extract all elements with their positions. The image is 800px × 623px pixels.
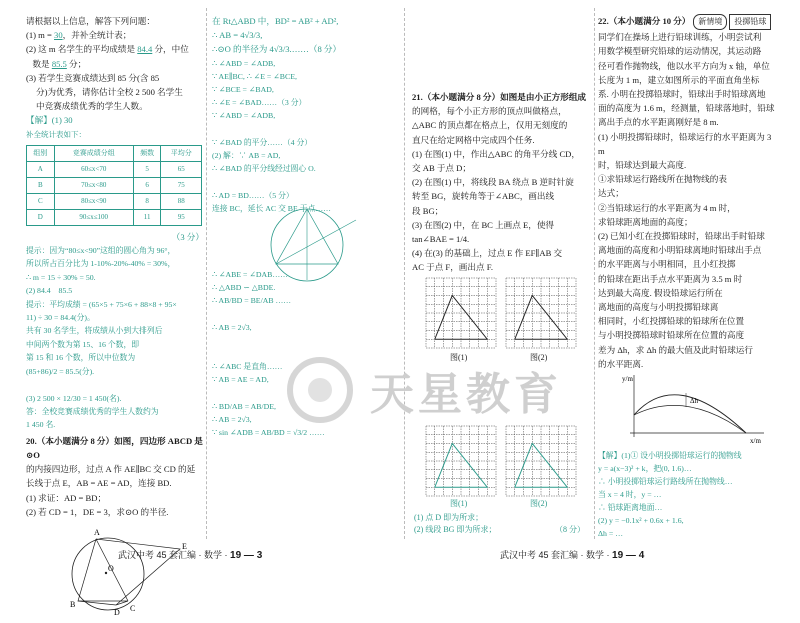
question-line: (2) 已知小红在投掷铅球时，铅球出手时铅球 <box>598 231 765 242</box>
solution-line: 当 x = 4 时，y = … <box>598 490 662 500</box>
question-line: 相同时，小红投掷铅球的铅球所在位置 <box>598 316 745 327</box>
solution-line: y = a(x−3)² + k，把(0, 1.6)… <box>598 464 692 474</box>
solution-line: ∵ sin ∠ADB = AB/BD = √3/2 …… <box>212 428 325 438</box>
solution-line <box>212 440 400 453</box>
answer-figure-2-label: 图(2) <box>530 499 548 508</box>
question-line: 离出手点的水平距离刚好是 8 m. <box>598 117 719 128</box>
frequency-table <box>26 145 202 226</box>
solution-line: ∴ △ABD ∽ △BDE. <box>212 283 276 293</box>
solution-line: ∴ 铅球距离地面… <box>598 503 663 513</box>
solution-line: ∴ m = 15 ÷ 30% = 50. <box>26 272 96 282</box>
solution-line <box>26 378 204 391</box>
solution-line: (85+86)/2 = 85.5(分). <box>26 366 95 376</box>
table-cell: C <box>27 193 55 209</box>
table-cell: 90≤x≤100 <box>54 209 133 225</box>
question-line: 差为 Δh，求 Δh 的最大值及此时铅球运行 <box>598 344 753 355</box>
answer-line: (2) 线段 BG 即为所求； <box>414 525 497 534</box>
solution-line: ∵ ∠ABD = ∠ADB, <box>212 111 276 121</box>
question-line: (3) 在图(2) 中，在 BC 上画点 E，使得 <box>412 219 555 230</box>
answer-lines <box>414 512 496 536</box>
solution-line <box>212 123 400 136</box>
question-line: 用数学模型研究铅球的运动情况，其运动路 <box>598 46 762 57</box>
solution-line: ∴ AB = 2√3, <box>212 322 252 332</box>
table-cell: 11 <box>133 209 161 225</box>
solution-line: 连接 BC，延长 AC 交 BE 于点…… <box>212 203 331 213</box>
solution-line <box>212 334 400 347</box>
solution-line: 【解】(1)① 设小明投掷铅球运行的抛物线 <box>598 451 742 461</box>
solution-line: ∴ ∠ABD = ∠ADB, <box>212 58 276 68</box>
solution-line: ∴ ∠E = ∠BAD……（3 分） <box>212 98 307 108</box>
table-row <box>27 209 202 225</box>
question-2-cont: 数是 85.5 分； <box>32 58 87 69</box>
solution-line: ∵ ∠BAD 的平分……（4 分） <box>212 137 313 147</box>
delta-h-label: Δh <box>690 397 699 406</box>
solution-line: 1 450 名. <box>26 420 56 430</box>
solution-1b: 补全统计表如下： <box>26 129 86 139</box>
question-20-title: 20.（本小题满分 8 分）如图，四边形 ABCD 是⊙O <box>26 435 203 460</box>
question-line: (1) 求证：AD = BD； <box>26 492 107 503</box>
solution-line: ∵ AE∥BC, ∴ ∠E = ∠BCE, <box>212 71 297 81</box>
solution-circle-figure <box>262 200 362 290</box>
solution-line: (3) 2 500 × 12/30 = 1 450(名). <box>26 393 122 403</box>
question-line: 的水平距离. <box>598 358 644 369</box>
question-line: AC 于点 F，画出点 F. <box>412 262 493 273</box>
question-line: 的网格，每个小正方形的顶点叫做格点， <box>412 106 567 117</box>
grid-figure-1 <box>426 278 496 348</box>
question-line: (2) 在图(1) 中，将线段 BA 绕点 B 逆时针旋 <box>412 177 574 188</box>
svg-text:E: E <box>182 541 187 551</box>
solution-line: 共有 30 名学生，将成绩从小到大排列后 <box>26 326 163 336</box>
solution-line: 第 15 和 16 个数，所以中位数为 <box>26 353 136 363</box>
svg-text:D: D <box>114 607 120 617</box>
solution-line: ∴ 小明投掷铅球运行路线所在抛物线… <box>598 477 733 487</box>
page-divider <box>404 8 405 539</box>
solution-line: ∴ AB/BD = BE/AB …… <box>212 296 292 306</box>
question-22-header: 22.（本小题满分 10 分） 新情境 投掷铅球 <box>598 14 778 30</box>
brand-logo-icon <box>280 350 360 430</box>
question-2: (2) 这 m 名学生的平均成绩是 84.4 分，中位 <box>26 44 189 55</box>
question-line: (4) 在(3) 的基础上，过点 E 作 EF∥AB 交 <box>412 248 563 259</box>
solution-line: ∴ ∠ABE = ∠DAB…… <box>212 269 288 279</box>
question-line: 长线于点 E，AB = AE = AD，连接 BD. <box>26 478 172 489</box>
question-3-cont: 中竞赛成绩优秀的学生人数。 <box>36 101 148 112</box>
question-line: 段 BG； <box>412 205 444 216</box>
solution-line: 中间两个数为第 15、16 个数，即 <box>26 339 140 349</box>
table-row <box>27 193 202 209</box>
footer-left: 武汉中考 45 套汇编 · 数学 · 19 — 3 <box>118 550 263 561</box>
table-cell: 80≤x<90 <box>54 193 133 209</box>
question-line: 面的高度为 1.6 m，经测量，铅球落地时，铅球 <box>598 103 775 114</box>
solution-line <box>212 175 400 188</box>
badge-new-context: 新情境 <box>693 14 727 30</box>
solution-line: Δh = … <box>598 529 624 539</box>
footer-right: 武汉中考 45 套汇编 · 数学 · 19 — 4 <box>500 550 645 561</box>
question-line: 交 AB 于点 D； <box>412 163 471 174</box>
question-line: 转至 BG，旋转角等于∠ABC，画出线 <box>412 191 555 202</box>
answer-line: (1) 点 D 即为所求； <box>414 513 484 522</box>
solution-block <box>26 244 204 432</box>
question-line: 的铅球在距出手点水平距离为 3.5 m 时 <box>598 273 743 284</box>
solution-line: ∴ AB = 2√3, <box>212 415 252 425</box>
solution-line: 11) ÷ 30 = 84.4(分)。 <box>26 313 95 323</box>
solution-line: (2) 解：∵ AB = AD, <box>212 151 281 161</box>
table-cell: B <box>27 177 55 193</box>
question-line: 离地面的高度和小明铅球离地时铅球出手点 <box>598 245 762 256</box>
table-cell: D <box>27 209 55 225</box>
solution-1: 【解】(1) 30 <box>26 115 73 126</box>
parabola-graph <box>618 371 768 445</box>
question-line: 离地面的高度与小明投掷铅球离 <box>598 302 719 313</box>
question-line: (2) 若 CD = 1，DE = 3，求⊙O 的半径. <box>26 506 169 517</box>
question-1: (1) m = 30，并补全统计表； <box>26 30 132 41</box>
solution-line: 所以所占百分比为 1-10%-20%-40% = 30%， <box>26 259 176 269</box>
table-cell: 95 <box>161 209 202 225</box>
table-cell: 65 <box>161 161 202 177</box>
question-3-cont: 分)为优秀，请你估计全校 2 500 名学生 <box>36 87 183 98</box>
triangle-abc <box>435 296 488 340</box>
table-cell: 8 <box>133 193 161 209</box>
table-cell: 70≤x<80 <box>54 177 133 193</box>
table-header: 平均分 <box>161 145 202 161</box>
solution-line: (2) y = −0.1x² + 0.6x + 1.6, <box>598 516 684 526</box>
table-row <box>27 161 202 177</box>
solution-line: 在 Rt△ABD 中，BD² = AB² + AD², <box>212 16 339 26</box>
svg-text:C: C <box>130 603 136 613</box>
solution-line: ∵ AB = AE = AD, <box>212 375 269 385</box>
solution-line: ∴ AB = 4√3/3, <box>212 30 263 41</box>
figure-1-label: 图(1) <box>450 353 468 362</box>
watermark-brand: 天星教育 <box>370 370 562 419</box>
solution-line: ∴ ∠ABC 是直角…… <box>212 362 283 372</box>
question-line: △ABC 的顶点都在格点上，仅用无刻度的 <box>412 120 568 131</box>
question-21-title: 21.（本小题满分 8 分）如图是由小正方形组成 <box>412 92 587 102</box>
question-line: ①求铅球运行路线所在抛物线的表 <box>598 174 727 185</box>
solution-line: ∴ ∠BAD 的平分线经过圆心 O. <box>212 164 316 174</box>
score-mark: （8 分） <box>555 525 585 534</box>
question-3: (3) 若学生竞赛成绩达到 85 分(含 85 <box>26 72 160 83</box>
grid-figure-2 <box>506 278 576 348</box>
question-line: (1) 在图(1) 中，作出△ABC 的角平分线 CD， <box>412 148 580 159</box>
solution-line: 提示：平均成绩 = (65×5 + 75×6 + 88×8 + 95× <box>26 299 177 309</box>
column-divider <box>206 8 207 539</box>
solution-line: 提示：因为“80≤x<90”这组的圆心角为 96°， <box>26 246 176 256</box>
solution-line <box>212 307 400 320</box>
table-cell: 5 <box>133 161 161 177</box>
x-axis-label: x/m <box>750 437 761 446</box>
table-cell: 88 <box>161 193 202 209</box>
circle-figure <box>56 519 186 619</box>
solution-line: (2) 84.4 85.5 <box>26 286 73 296</box>
table-row <box>27 177 202 193</box>
svg-text:A: A <box>94 527 100 537</box>
triangle-abc <box>515 296 568 340</box>
table-header: 频数 <box>133 145 161 161</box>
table-cell: A <box>27 161 55 177</box>
answer-grid-1 <box>426 426 496 496</box>
question-line: 径可看作抛物线，他以水平方向为 x 轴，单位 <box>598 60 770 71</box>
question-line: 达式； <box>598 188 624 199</box>
solution-line: ∴ BD/AB = AB/DE, <box>212 401 276 411</box>
question-20-body <box>26 462 204 519</box>
svg-text:O: O <box>108 563 114 573</box>
question-line: 长度为 1 m，建立如图所示的平面直角坐标 <box>598 74 760 85</box>
question-line: 系. 小明在投掷铅球时，铅球出手时铅球离地 <box>598 89 766 100</box>
left-column <box>26 14 204 623</box>
question-line: 的水平距离与小明相同，且小红投掷 <box>598 259 736 270</box>
table-header: 组别 <box>27 145 55 161</box>
question-line: 的内接四边形，过点 A 作 AE∥BC 交 CD 的延 <box>26 464 196 475</box>
solution-line: ∴⊙O 的半径为 4√3/3.……（8 分） <box>212 44 342 55</box>
question-line: ②当铅球运行的水平距离为 4 m 时， <box>598 202 736 213</box>
triangle-abc <box>515 444 568 488</box>
question-21-column <box>412 14 592 275</box>
solution-line: ∴ AD = BD……（5 分） <box>212 190 294 200</box>
intro-text: 请根据以上信息，解答下列问题： <box>26 16 155 26</box>
badge-shot-put: 投掷铅球 <box>729 14 771 30</box>
question-22-column <box>598 14 778 540</box>
svg-text:B: B <box>70 599 76 609</box>
score-mark: （3 分） <box>171 231 204 242</box>
figure-2-label: 图(2) <box>530 353 548 362</box>
table-header: 竞赛成绩分组 <box>54 145 133 161</box>
answer-figure-1-label: 图(1) <box>450 499 468 508</box>
question-line: 求铅球距离地面的高度； <box>598 216 693 227</box>
question-line: 与小明投掷铅球时铅球所在位置的高度 <box>598 330 745 341</box>
solution-line: ∵ ∠BCE = ∠BAD, <box>212 85 274 95</box>
question-line: (1) 小明投掷铅球时，铅球运行的水平距离为 3 m <box>598 131 772 156</box>
question-line: 同学们在操场上进行铅球训练，小明尝试利 <box>598 32 762 43</box>
table-cell: 60≤x<70 <box>54 161 133 177</box>
triangle-abc <box>435 444 488 488</box>
question-line: 达到最大高度. 假设铅球运行所在 <box>598 287 723 298</box>
question-line: tan∠BAE = 1/4. <box>412 234 470 245</box>
question-line: 直尺在给定网格中完成四个任务. <box>412 134 535 145</box>
y-axis-label: y/m <box>622 375 633 384</box>
answer-grid-2 <box>506 426 576 496</box>
question-line: 时，铅球达到最大高度. <box>598 160 687 171</box>
table-cell: 6 <box>133 177 161 193</box>
column-divider <box>594 8 595 539</box>
solution-line: 答：全校竞赛成绩优秀的学生人数约为 <box>26 406 159 416</box>
table-cell: 75 <box>161 177 202 193</box>
